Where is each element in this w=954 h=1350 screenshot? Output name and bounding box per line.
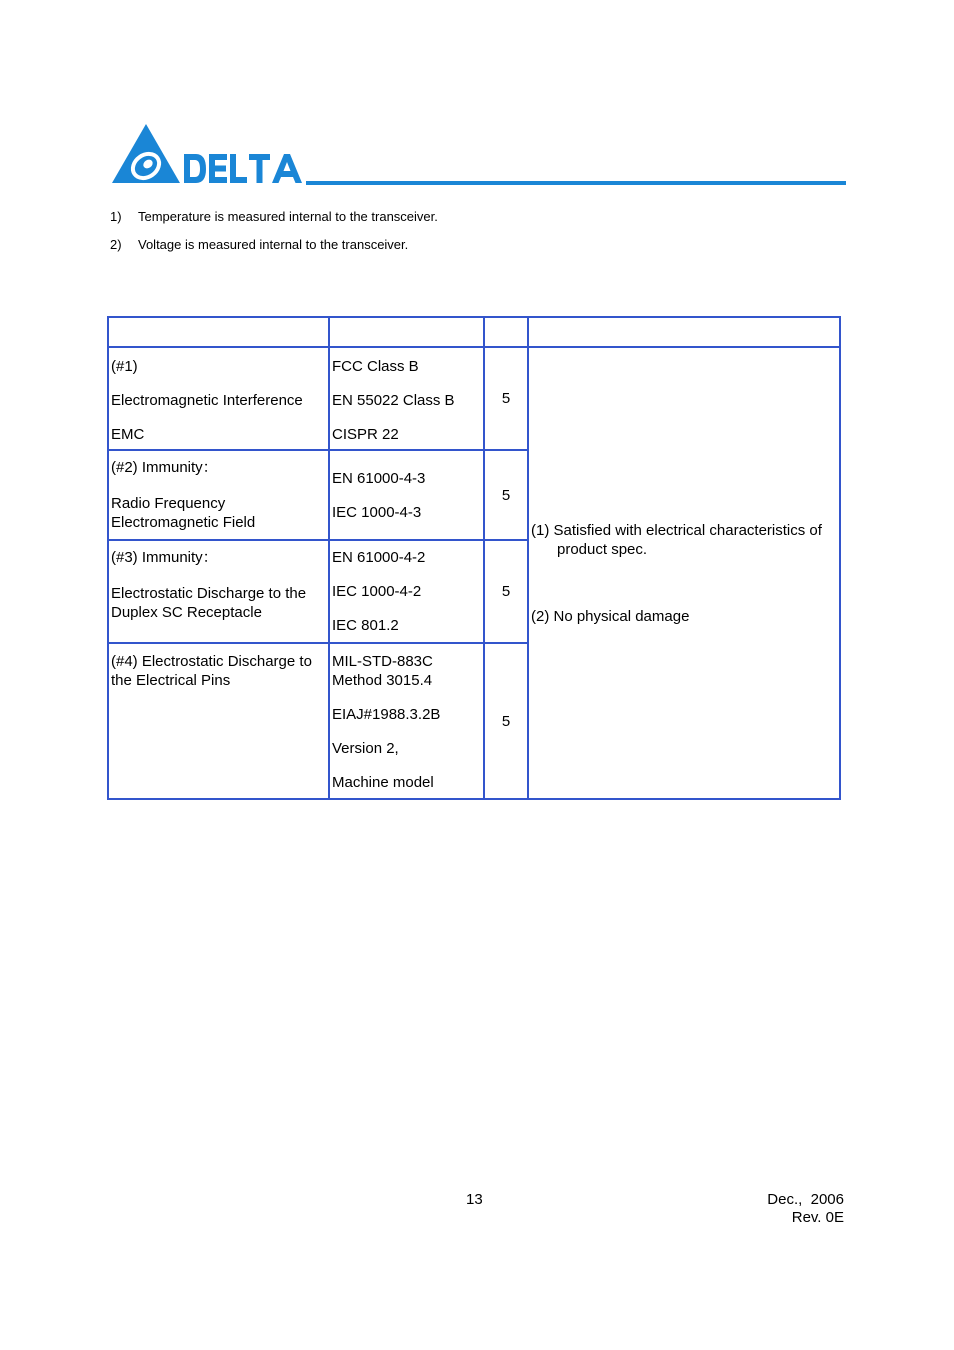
footnote bbox=[110, 237, 438, 265]
footnote-number: 1) bbox=[110, 209, 122, 224]
criteria-line: (2) No physical damage bbox=[531, 607, 690, 625]
standard-text: IEC 1000-4-2 bbox=[332, 583, 422, 600]
page-number: 13 bbox=[466, 1191, 483, 1208]
standard-cell bbox=[329, 643, 484, 799]
test-item-text: Radio Frequency Electromagnetic Field bbox=[111, 495, 256, 531]
quantity-cell: 5 bbox=[484, 450, 528, 540]
header-cell-item bbox=[108, 317, 329, 347]
standard-text: EIAJ#1988.3.2B bbox=[332, 706, 441, 723]
criteria-line: (1) Satisfied with electrical characteristics of bbox=[531, 521, 822, 539]
header-cell-standard bbox=[329, 317, 484, 347]
quantity-cell: 5 bbox=[484, 643, 528, 799]
footer-date-rev bbox=[767, 1191, 844, 1227]
test-item-cell bbox=[108, 540, 329, 643]
test-item-text: EMC bbox=[111, 426, 145, 443]
standard-text: FCC Class B bbox=[332, 358, 419, 375]
header-rule bbox=[306, 181, 846, 185]
delta-logo bbox=[110, 122, 302, 186]
table-header-row bbox=[108, 317, 840, 347]
test-item-cell bbox=[108, 450, 329, 540]
test-item-text: (#3) Immunity： bbox=[111, 549, 218, 566]
quantity-cell: 5 bbox=[484, 347, 528, 450]
standard-text: IEC 1000-4-3 bbox=[332, 504, 422, 521]
test-item-text: (#1) bbox=[111, 358, 138, 375]
test-item-text: (#4) Electrostatic Discharge to the Electrical Pins bbox=[111, 653, 312, 689]
footnote-text: Temperature is measured internal to the transceiver. bbox=[138, 209, 438, 224]
table-row bbox=[108, 347, 840, 450]
standard-cell bbox=[329, 347, 484, 450]
standard-text: Version 2, bbox=[332, 740, 399, 757]
standard-text: IEC 801.2 bbox=[332, 617, 399, 634]
test-item-text: Electromagnetic Interference bbox=[111, 392, 303, 409]
footer-date: Dec., 2006 bbox=[767, 1191, 844, 1208]
test-item-text: (#2) Immunity： bbox=[111, 459, 218, 476]
footnote-text: Voltage is measured internal to the transceiver. bbox=[138, 237, 409, 252]
quantity-cell: 5 bbox=[484, 540, 528, 643]
footer-revision: Rev. 0E bbox=[791, 1209, 844, 1226]
test-item-cell bbox=[108, 347, 329, 450]
emc-test-table bbox=[107, 316, 841, 800]
test-item-cell bbox=[108, 643, 329, 799]
standard-text: Machine model bbox=[332, 774, 434, 791]
header-cell-criteria bbox=[528, 317, 840, 347]
standard-text: CISPR 22 bbox=[332, 426, 399, 443]
footnotes bbox=[110, 209, 438, 265]
standard-cell bbox=[329, 540, 484, 643]
standard-text: EN 61000-4-3 bbox=[332, 470, 426, 487]
footnote-number: 2) bbox=[110, 237, 122, 252]
standard-text: EN 55022 Class B bbox=[332, 392, 455, 409]
header-cell-qty bbox=[484, 317, 528, 347]
criteria-cell bbox=[528, 347, 840, 799]
standard-text: MIL-STD-883C Method 3015.4 bbox=[332, 653, 433, 689]
standard-text: EN 61000-4-2 bbox=[332, 549, 426, 566]
test-item-text: Electrostatic Discharge to the Duplex SC Receptacle bbox=[111, 585, 307, 621]
standard-cell bbox=[329, 450, 484, 540]
footnote bbox=[110, 209, 438, 237]
criteria-line-continued: product spec. bbox=[557, 540, 648, 558]
